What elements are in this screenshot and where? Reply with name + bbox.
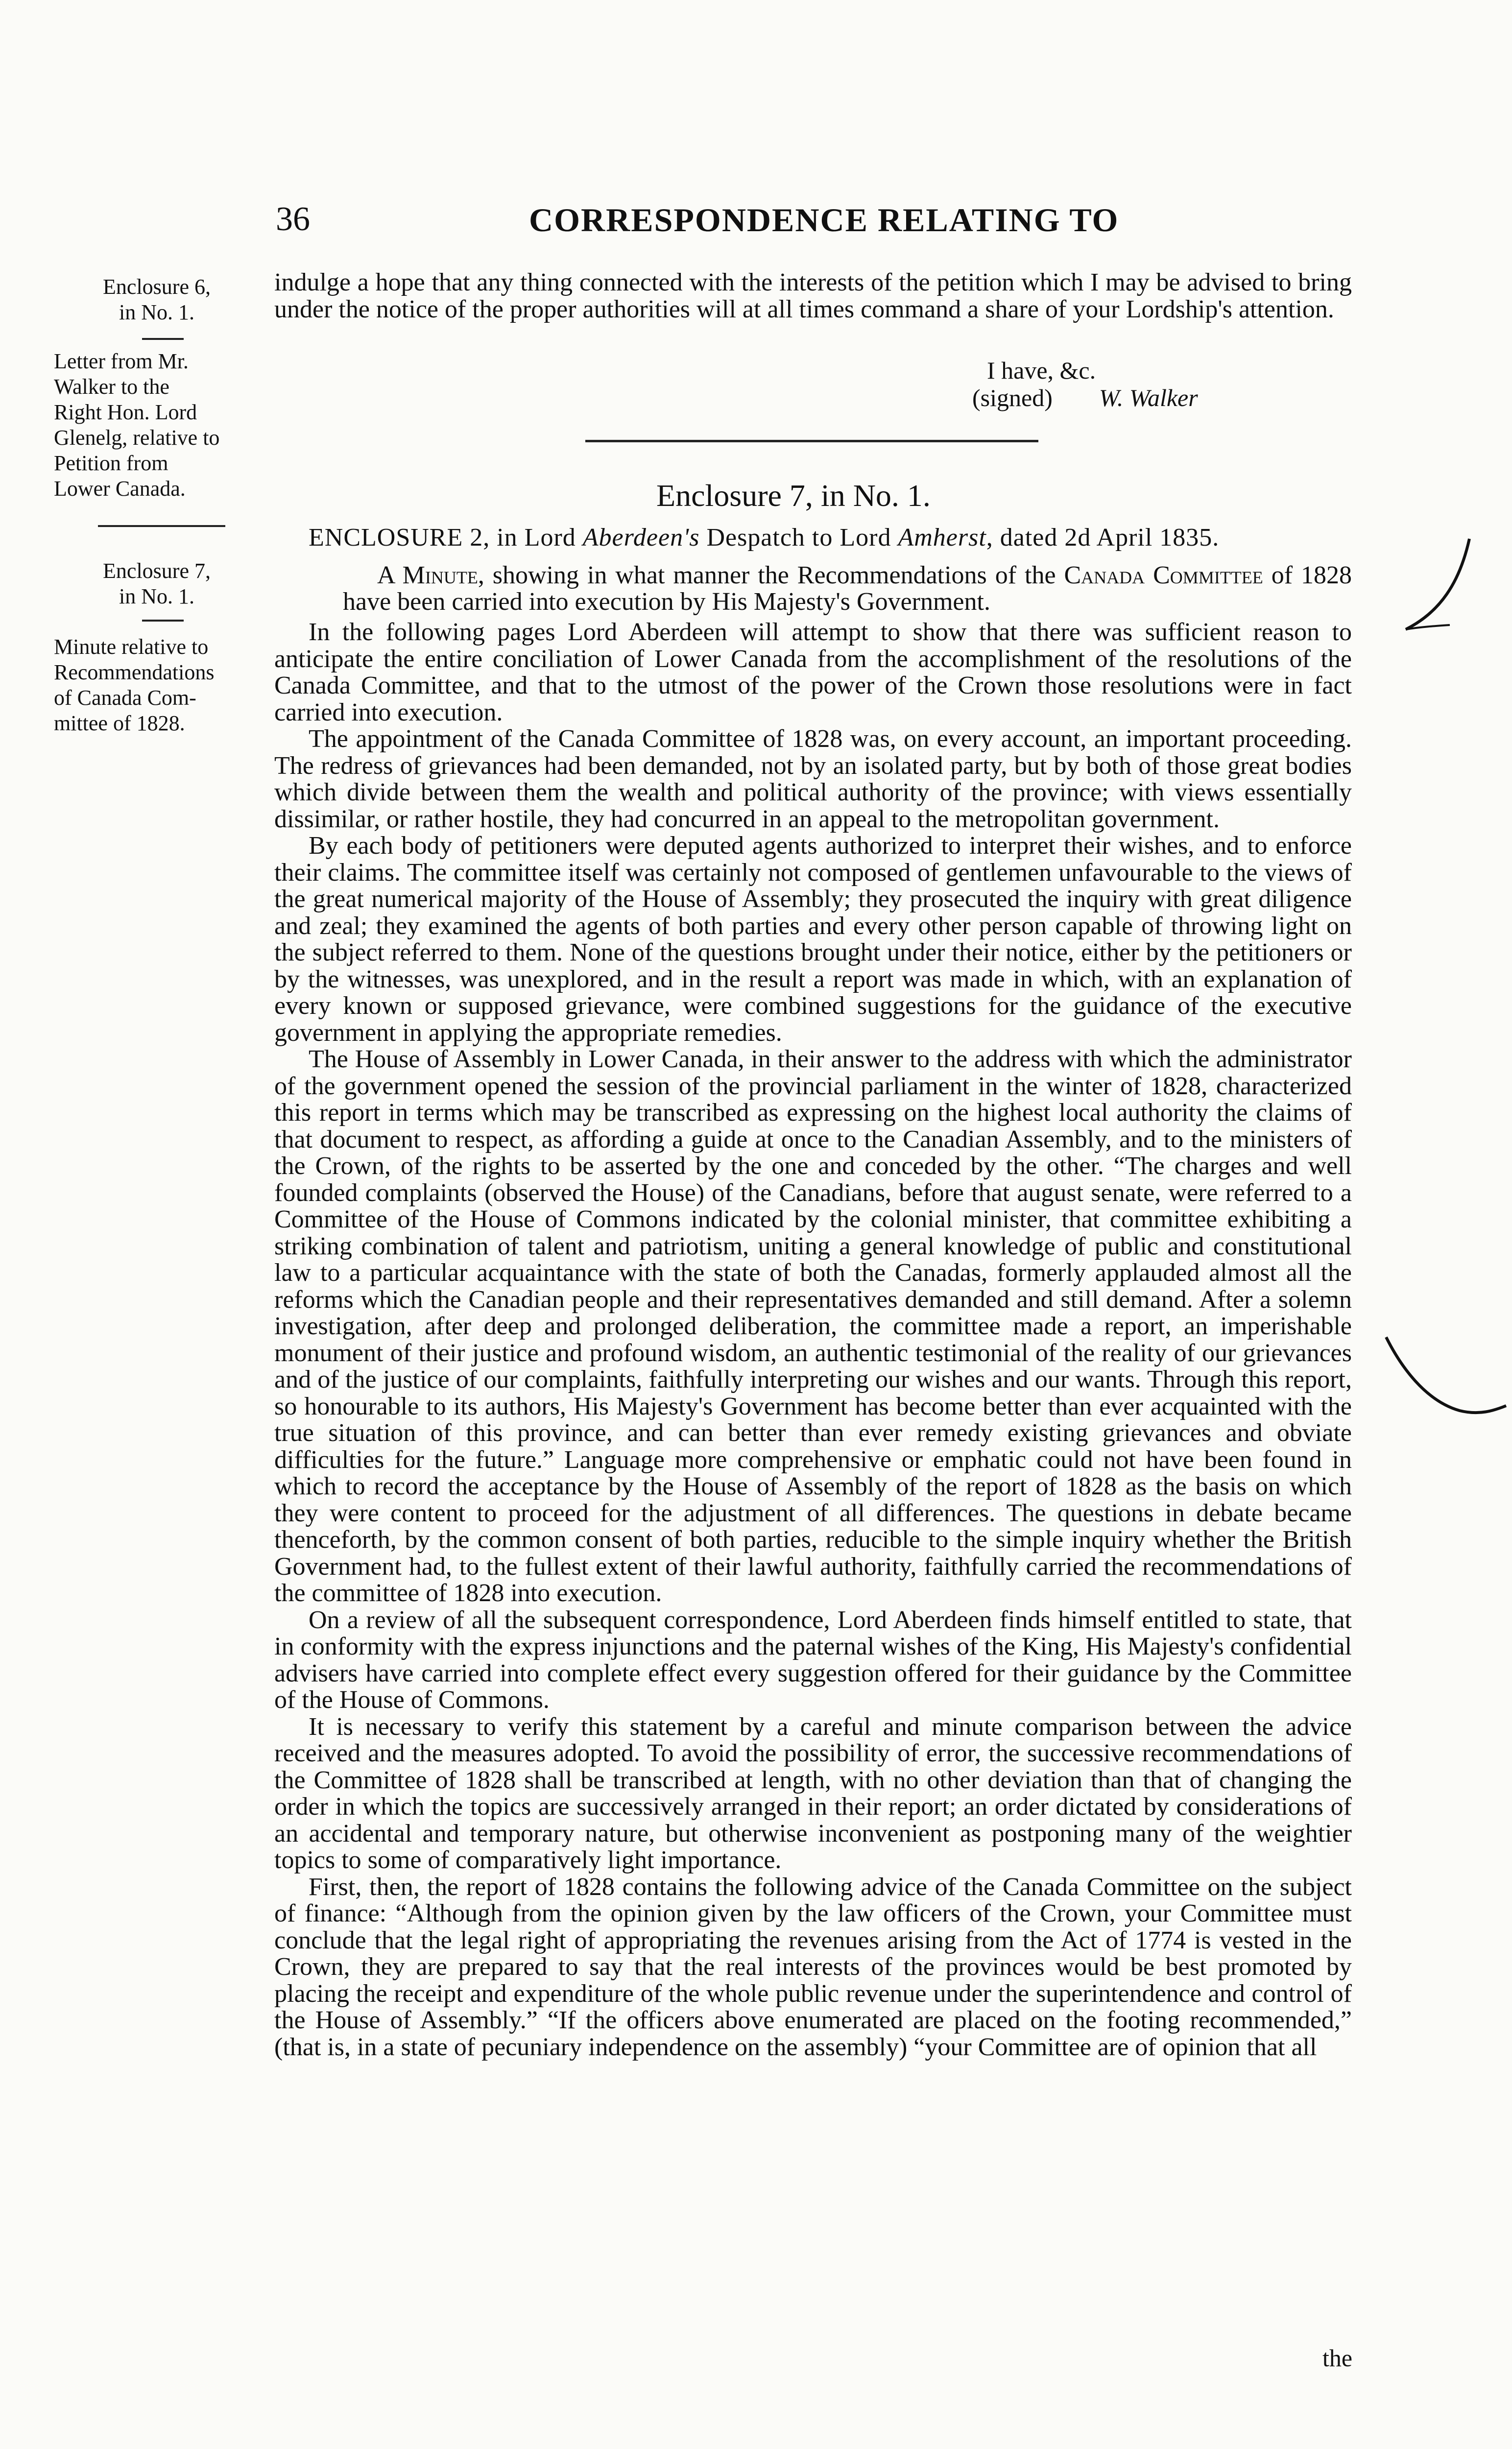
paragraph: On a review of all the subsequent correspondence, Lord Aberdeen finds himself entitled to state, that in conformity with the express injunctions and the paternal wishes of the King, His Majesty's confidential advisers have carried into complete effect every suggestion offered for their guidance by the Committee of the House of Commons. (274, 1606, 1352, 1714)
margin-note-line: in No. 1. (119, 584, 194, 608)
ink-mark-bracket (1401, 529, 1479, 647)
subheading-date: , dated 2d April 1835. (986, 524, 1220, 552)
subheading-prefix: ENCLOSURE 2, in Lord (309, 524, 583, 552)
minute-title (343, 562, 1352, 615)
margin-note-line: Recommendations (54, 660, 215, 684)
margin-note-line: mittee of 1828. (54, 711, 185, 735)
minute-canada-committee: Canada Committee (1064, 561, 1263, 589)
minute-text: of 1828 have been carried into execution by His Majesty's Government. (343, 561, 1352, 616)
catchword: the (1322, 2344, 1353, 2372)
enclosure-heading: Enclosure 7, in No. 1. (656, 478, 931, 513)
paragraph: By each body of petitioners were deputed agents authorized to interpret their wishes, and to enforce their claims. The committee itself was certainly not composed of gentlemen unfavourable to the views of the great numerical majority of the House of Assembly; they prosecuted the inquiry with great diligence and zeal; they examined the agents of both parties and every other person capable of throwing light on the subject referred to them. None of the questions brought under their notice, either by the petitioners or by the witnesses, was unexplored, and in the result a report was made in which, with an explanation of every known or supposed grievance, were combined suggestions for the guidance of the executive government in applying the appropriate remedies. (274, 832, 1352, 1047)
margin-note-letter (54, 349, 260, 502)
minute-lead: A Minute (377, 561, 478, 589)
paragraph: The appointment of the Canada Committee of 1828 was, on every account, an important proceeding. The redress of grievances had been demanded, not by an isolated party, but by both of those great bodies which divide between them the wealth and political authority of the province; with views essentially dissimilar, or rather hostile, they had concurred in an appeal to the metropolitan government. (274, 725, 1352, 833)
subheading-name-amherst: Amherst (898, 524, 986, 552)
margin-rule (98, 525, 225, 527)
margin-note-line: Walker to the (54, 375, 169, 399)
paragraph: The House of Assembly in Lower Canada, in their answer to the address with which the administrator of the government opened the session of the provincial parliament in the winter of 1828, characterized this report in terms which may be transcribed as expressing on the highest local authority the claims of that document to respect, as affording a guide at once to the Canadian Assembly, and to the ministers of the Crown, of the rights to be asserted by the one and conceded by the other. “The charges and well founded complaints (observed the House) of the Canadians, before that august senate, were referred to a Committee of the House of Commons indicated by the colonial minister, that committee exhibiting a striking combination of talent and patriotism, uniting a general knowledge of public and constitutional law to a particular acquaintance with the state of both the Canadas, formerly applauded almost all the reforms which the Canadian people and their representatives demanded and still demand. After a solemn investigation, after deep and prolonged deliberation, the committee made a report, an imperishable monument of their justice and profound wisdom, an authentic testimonial of the reality of our grievances and of the justice of our complaints, faithfully interpreting our wishes and our wants. Through this report, so honourable to its authors, His Majesty's Government has become better than ever acquainted with the true situation of this province, and can better than ever remedy existing grievances and obviate difficulties for the future.” Language more comprehensive or emphatic could not have been found in which to record the acceptance by the House of Assembly of the report of 1828 as the basis on which they were content to proceed for the adjustment of all differences. The questions in debate became thenceforth, by the common consent of both parties, reducible to the simple inquiry whether the British Government had, to the fullest extent of their lawful authority, faithfully carried the recommendations of the committee of 1828 into execution. (274, 1045, 1352, 1607)
margin-note-line: Enclosure 7, (103, 559, 211, 583)
section-divider (585, 440, 1038, 442)
margin-short-rule (142, 338, 184, 340)
margin-note-enclosure-7 (54, 558, 260, 609)
signer-name: W. Walker (1099, 384, 1198, 411)
signed-line (972, 384, 1198, 411)
margin-note-line: in No. 1. (119, 300, 194, 324)
paragraph: In the following pages Lord Aberdeen will attempt to show that there was sufficient reason to anticipate the entire conciliation of Lower Canada from the accomplishment of the resolutions of the Canada Committee, and that to the utmost of the power of the Crown those resolutions were in fact carried into execution. (274, 618, 1352, 726)
subheading-middle: Despatch to Lord (699, 524, 898, 552)
page-number: 36 (276, 200, 310, 238)
paragraph: First, then, the report of 1828 contains the following advice of the Canada Committee on the subject of finance: “Although from the opinion given by the law officers of the Crown, your Committee must conclude that the legal right of appropriating the revenues arising from the Act of 1774 is vested in the Crown, they are prepared to say that the real interests of the provinces would be best promoted by placing the receipt and expenditure of the whole public revenue under the superintendence and control of the House of Assembly.” “If the officers above enumerated are placed on the footing recommended,” (that is, in a state of pecuniary independence on the assembly) “your Committee are of opinion that all (274, 1873, 1352, 2061)
margin-note-line: Right Hon. Lord (54, 400, 197, 424)
margin-short-rule (142, 620, 184, 622)
subheading-name-aberdeen: Aberdeen's (582, 524, 700, 552)
margin-note-enclosure-6 (54, 274, 260, 325)
signature-block (972, 357, 1198, 411)
minute-body (274, 619, 1352, 2061)
minute-text: , showing in what manner the Recommendations of the (478, 561, 1064, 589)
paragraph: It is necessary to verify this statement by a careful and minute comparison between the advice received and the measures adopted. To avoid the possibility of error, the successive recommendations of the Committee of 1828 shall be transcribed at length, with no other deviation than that of changing the order in which the topics are successively arranged in their report; an order dictated by considerations of an accidental and temporary nature, but otherwise inconvenient as postponing many of the weightier topics to some of comparatively light importance. (274, 1712, 1352, 1874)
letter-closing-paragraph (274, 269, 1352, 323)
margin-note-line: Petition from (54, 451, 168, 475)
signed-label: (signed) (972, 384, 1053, 411)
paragraph: indulge a hope that any thing connected with the interests of the petition which I may be advised to bring under the notice of the proper authorities will at all times command a share of your Lordship's attention. (274, 268, 1352, 323)
ink-mark-curve (1381, 1332, 1509, 1430)
margin-note-line: Enclosure 6, (103, 275, 211, 299)
running-title: CORRESPONDENCE RELATING TO (529, 201, 1119, 239)
margin-note-line: Lower Canada. (54, 477, 186, 501)
margin-note-minute (54, 634, 260, 736)
closing-line: I have, &c. (987, 357, 1096, 384)
enclosure-subheading (309, 523, 1219, 552)
margin-note-line: Glenelg, relative to (54, 426, 220, 450)
minute-title-paragraph (343, 562, 1352, 615)
margin-note-line: Letter from Mr. (54, 349, 189, 373)
margin-note-line: Minute relative to (54, 635, 209, 659)
margin-note-line: of Canada Com- (54, 686, 196, 710)
